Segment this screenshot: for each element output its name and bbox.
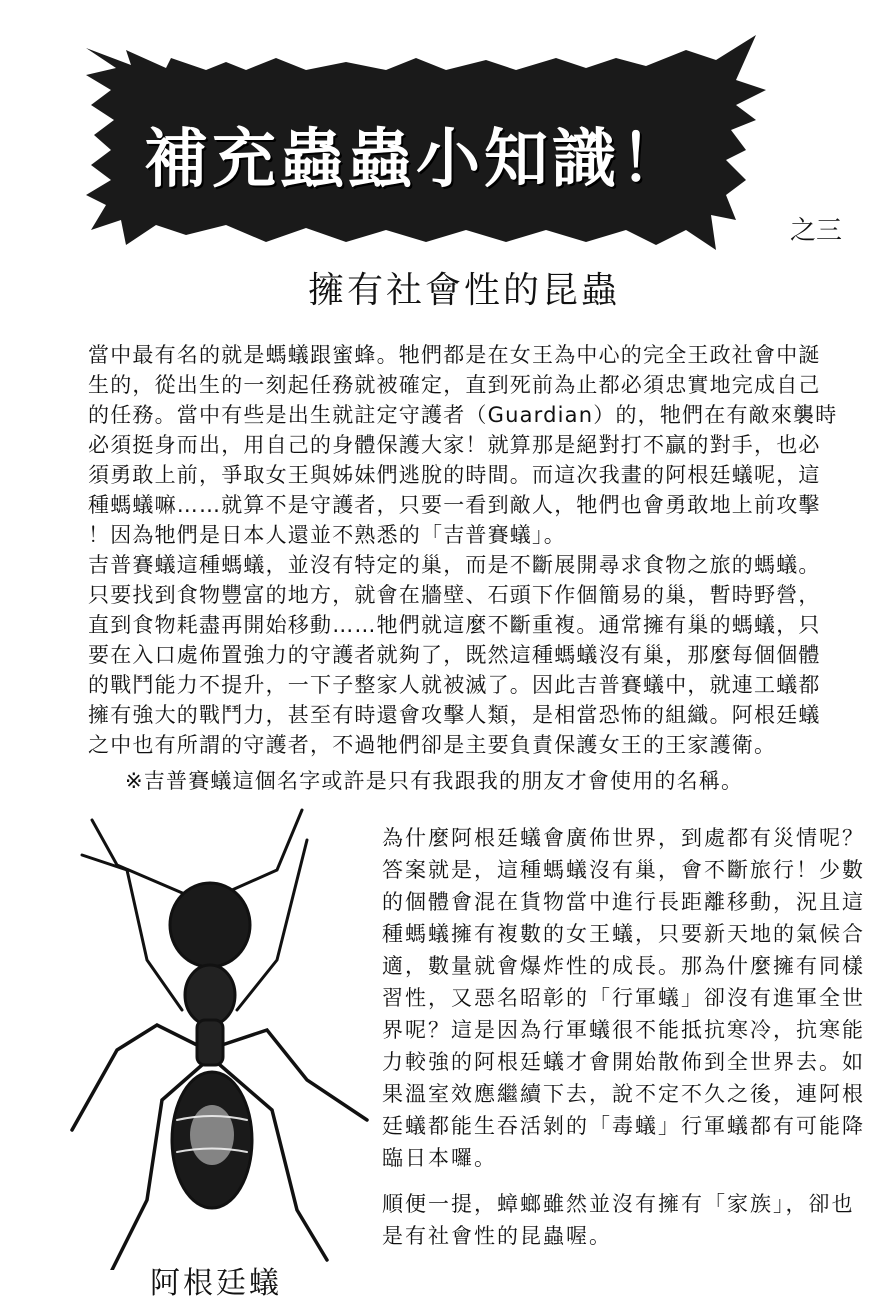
footnote: ※吉普賽蟻這個名字或許是只有我跟我的朋友才會使用的名稱。 xyxy=(125,769,744,793)
text-line: 的戰鬥能力不提升，一下子整家人就被滅了。因此吉普賽蟻中，就連工蟻都 xyxy=(88,673,821,697)
text-line: 種螞蟻嘛……就算不是守護者，只要一看到敵人，牠們也會勇敢地上前攻擊 xyxy=(88,493,821,517)
text-line: 適，數量就會爆炸性的成長。那為什麼擁有同樣 xyxy=(382,954,865,978)
title-banner xyxy=(86,20,786,255)
main-paragraph-2 xyxy=(88,550,888,760)
text-line: 當中最有名的就是螞蟻跟蜜蜂。牠們都是在女王為中心的完全王政社會中誕 xyxy=(88,343,821,367)
ant-illustration-icon xyxy=(62,800,372,1270)
text-line: 吉普賽蟻這種螞蟻，並沒有特定的巢，而是不斷展開尋求食物之旅的螞蟻。 xyxy=(88,553,821,577)
text-line: 擁有強大的戰鬥力，甚至有時還會攻擊人類，是相當恐怖的組織。阿根廷蟻 xyxy=(88,703,821,727)
page-title: 補充蟲蟲小知識！ xyxy=(144,123,688,197)
main-paragraph-1 xyxy=(88,340,888,550)
text-line: 果溫室效應繼續下去，說不定不久之後，連阿根 xyxy=(382,1082,865,1106)
text-line: 力較強的阿根廷蟻才會開始散佈到全世界去。如 xyxy=(382,1050,865,1074)
episode-label: 之三 xyxy=(790,216,843,246)
text-line: ！因為牠們是日本人還並不熟悉的「吉普賽蟻」。 xyxy=(88,523,566,547)
side-paragraph-1 xyxy=(382,822,888,1174)
text-line: 直到食物耗盡再開始移動……牠們就這麼不斷重複。通常擁有巢的螞蟻，只 xyxy=(88,613,821,637)
text-line: 界呢？這是因為行軍蟻很不能抵抗寒冷，抗寒能 xyxy=(382,1018,865,1042)
text-line: 種螞蟻擁有複數的女王蟻，只要新天地的氣候合 xyxy=(382,922,865,946)
text-line: 臨日本囉。 xyxy=(382,1146,497,1170)
text-line: 廷蟻都能生吞活剝的「毒蟻」行軍蟻都有可能降 xyxy=(382,1114,865,1138)
text-line: 順便一提，蟑螂雖然並沒有擁有「家族」，卻也 xyxy=(382,1192,855,1216)
text-line: 只要找到食物豐富的地方，就會在牆壁、石頭下作個簡易的巢，暫時野營， xyxy=(88,583,821,607)
text-line: 為什麼阿根廷蟻會廣佈世界，到處都有災情呢？ xyxy=(382,826,865,850)
text-line: 答案就是，這種螞蟻沒有巢，會不斷旅行！少數 xyxy=(382,858,865,882)
text-line: 必須挺身而出，用自己的身體保護大家！就算那是絕對打不贏的對手，也必 xyxy=(88,433,821,457)
side-paragraph-2 xyxy=(382,1188,888,1252)
text-line: 是有社會性的昆蟲喔。 xyxy=(382,1224,612,1248)
text-line: 的個體會混在貨物當中進行長距離移動，況且這 xyxy=(382,890,865,914)
text-line: 須勇敢上前，爭取女王與姊妹們逃脫的時間。而這次我畫的阿根廷蟻呢，這 xyxy=(88,463,821,487)
text-line: 要在入口處佈置強力的守護者就夠了，既然這種螞蟻沒有巢，那麼每個個體 xyxy=(88,643,821,667)
text-line: 之中也有所謂的守護者，不過牠們卻是主要負責保護女王的王家護衛。 xyxy=(88,733,777,757)
text-line: 習性，又惡名昭彰的「行軍蟻」卻沒有進軍全世 xyxy=(382,986,865,1010)
text-line: 生的，從出生的一刻起任務就被確定，直到死前為止都必須忠實地完成自己 xyxy=(88,373,821,397)
illustration-caption: 阿根廷蟻 xyxy=(150,1266,282,1301)
section-subtitle: 擁有社會性的昆蟲 xyxy=(307,270,620,311)
text-line: 的任務。當中有些是出生就註定守護者（Guardian）的，牠們在有敵來襲時 xyxy=(88,403,838,427)
